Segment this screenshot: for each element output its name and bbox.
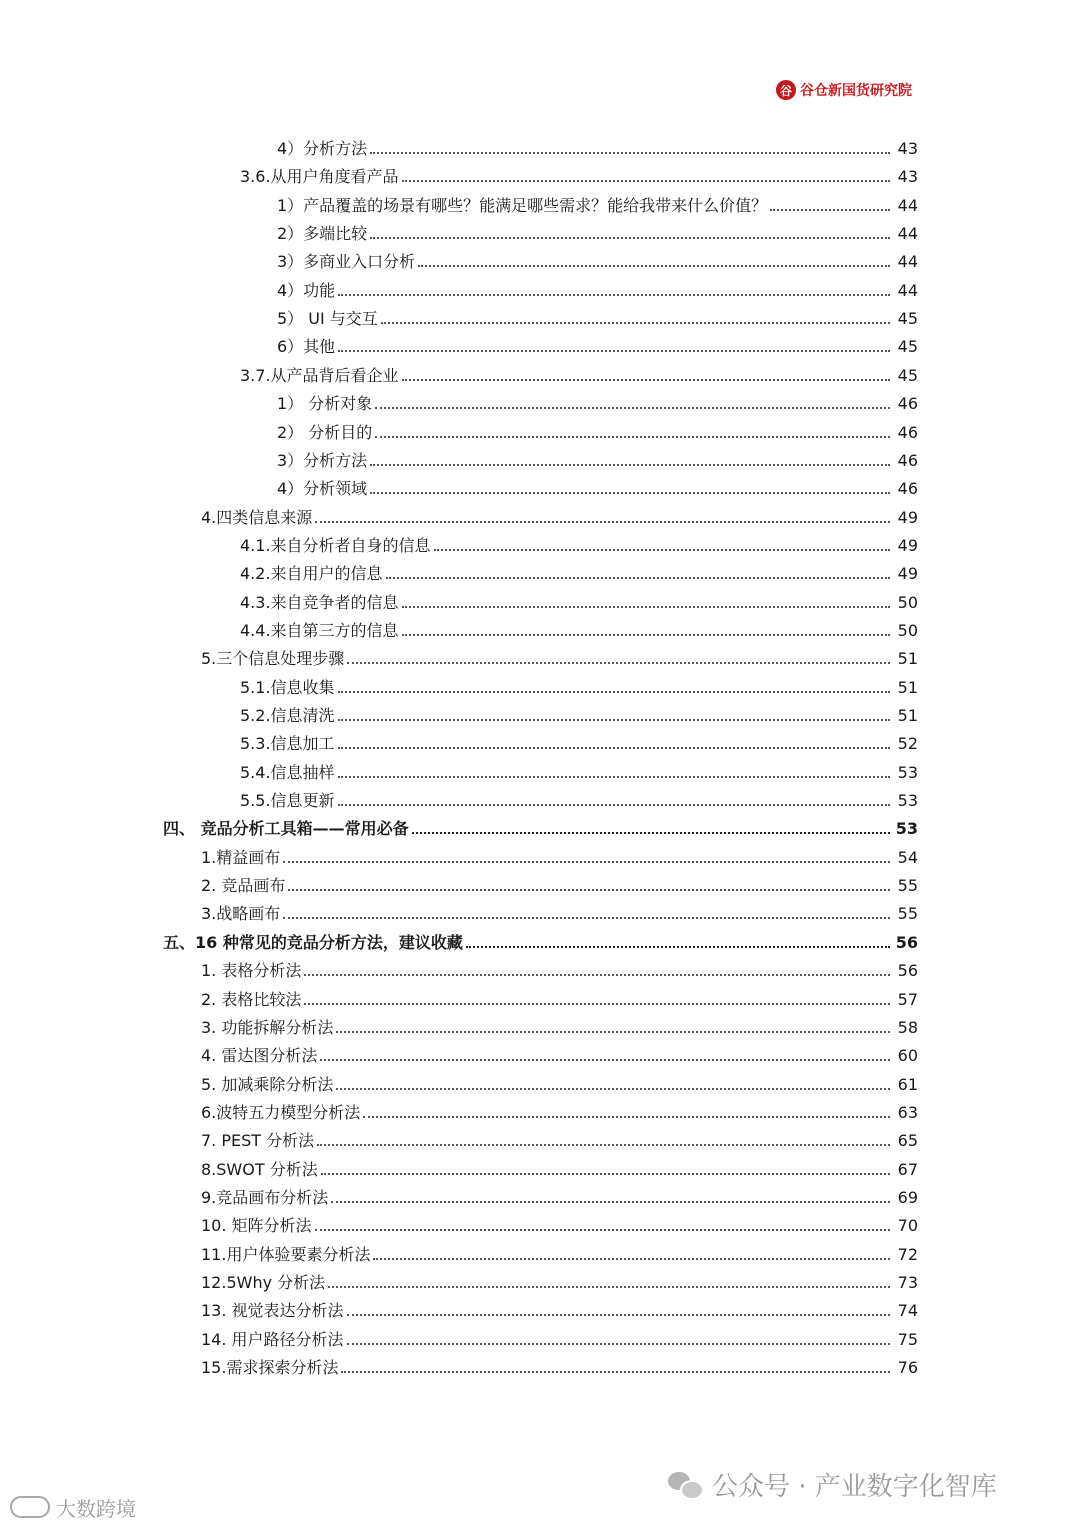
toc-dot-leader: [304, 1003, 890, 1005]
left-watermark-text: 大数跨境: [56, 1496, 136, 1521]
toc-entry[interactable]: [0, 358, 1080, 386]
toc-entry-title: 5.2.信息清洗: [240, 706, 335, 725]
header-logo: [776, 78, 912, 102]
toc-entry-page: 54: [897, 847, 918, 867]
toc-entry[interactable]: [0, 471, 1080, 499]
toc-entry-page: 55: [897, 904, 918, 924]
toc-dot-leader: [315, 1229, 890, 1231]
toc-entry-title: 2）多端比较: [277, 224, 368, 244]
toc-entry-page: 58: [897, 1017, 918, 1037]
toc-entry-page: 76: [897, 1358, 918, 1378]
toc-entry[interactable]: [0, 670, 1080, 698]
toc-entry-page: 44: [897, 252, 918, 272]
toc-entry-title: 3.战略画布: [201, 904, 281, 924]
toc-entry-page: 51: [897, 677, 918, 697]
toc-entry-page: 60: [897, 1046, 918, 1066]
toc-entry-title: 3.6.从用户角度看产品: [240, 167, 399, 187]
toc-entry-title: 5. 加减乘除分析法: [201, 1074, 334, 1094]
toc-entry-title: 5.3.信息加工: [240, 734, 335, 754]
toc-dot-leader: [338, 350, 890, 352]
toc-dot-leader: [434, 549, 890, 551]
toc-entry[interactable]: [0, 585, 1080, 613]
toc-entry[interactable]: [0, 159, 1080, 187]
toc-entry[interactable]: [0, 528, 1080, 556]
toc-entry-page: 45: [897, 309, 918, 329]
toc-entry-page: 46: [897, 450, 918, 470]
toc-entry[interactable]: [0, 1123, 1080, 1151]
toc-entry-title: 2） 分析目的: [277, 422, 373, 442]
toc-entry-page: 46: [897, 394, 918, 414]
toc-dot-leader: [283, 861, 890, 863]
toc-entry-page: 43: [897, 139, 918, 158]
toc-dot-leader: [331, 1201, 890, 1203]
toc-dot-leader: [370, 464, 890, 466]
toc-entry-title: 五、16 种常见的竞品分析方法，建议收藏: [163, 932, 463, 952]
toc-dot-leader: [412, 832, 890, 834]
toc-dot-leader: [770, 209, 890, 211]
toc-entry-title: 6）其他: [277, 337, 336, 357]
toc-entry-title: 4.2.来自用户的信息: [240, 564, 383, 584]
toc-entry[interactable]: [0, 500, 1080, 528]
toc-entry-page: 75: [897, 1329, 918, 1349]
logo-text: 谷仓新国货研究院: [800, 83, 912, 99]
toc-entry[interactable]: [0, 613, 1080, 641]
toc-entry-page: 53: [895, 819, 918, 839]
toc-entry[interactable]: [0, 1208, 1080, 1236]
toc-entry[interactable]: [0, 1038, 1080, 1066]
toc-entry-page: 65: [897, 1131, 918, 1151]
toc-dot-leader: [328, 1286, 890, 1288]
toc-entry[interactable]: [0, 1322, 1080, 1350]
toc-entry[interactable]: [0, 755, 1080, 783]
toc-entry[interactable]: [0, 840, 1080, 868]
toc-entry-title: 4.四类信息来源: [201, 507, 313, 527]
toc-entry-title: 6.波特五力模型分析法: [201, 1102, 361, 1122]
toc-entry-page: 44: [897, 280, 918, 300]
toc-entry-page: 56: [897, 961, 918, 981]
toc-dot-leader: [402, 379, 890, 381]
toc-entry[interactable]: [0, 698, 1080, 726]
toc-entry-title: 3）多商业入口分析: [277, 252, 416, 272]
toc-entry-page: 56: [895, 932, 918, 952]
toc-entry[interactable]: [0, 1152, 1080, 1180]
toc-entry-page: 45: [897, 337, 918, 357]
wechat-icon: [668, 1470, 702, 1498]
toc-entry-title: 4）分析领域: [277, 479, 368, 499]
watermark-logo-icon: [10, 1496, 50, 1518]
toc-entry-page: 44: [897, 224, 918, 244]
toc-entry[interactable]: [0, 811, 1080, 839]
toc-dot-leader: [338, 776, 890, 778]
toc-dot-leader: [338, 804, 890, 806]
toc-entry[interactable]: [0, 1293, 1080, 1321]
toc-entry[interactable]: [0, 244, 1080, 272]
toc-entry-page: 55: [897, 876, 918, 896]
toc-dot-leader: [402, 634, 890, 636]
toc-entry-page: 45: [897, 365, 918, 385]
toc-entry[interactable]: [0, 443, 1080, 471]
toc-dot-leader: [370, 492, 890, 494]
toc-entry[interactable]: [0, 415, 1080, 443]
toc-entry-title: 15.需求探索分析法: [201, 1358, 339, 1378]
left-watermark: [10, 1490, 136, 1524]
toc-dot-leader: [370, 152, 890, 154]
toc-entry[interactable]: [0, 556, 1080, 584]
toc-entry[interactable]: [0, 982, 1080, 1010]
toc-entry-title: 10. 矩阵分析法: [201, 1216, 312, 1236]
toc-entry-title: 5.5.信息更新: [240, 791, 335, 811]
toc-entry-page: 52: [897, 734, 918, 754]
toc-entry[interactable]: [0, 726, 1080, 754]
toc-entry-title: 4.4.来自第三方的信息: [240, 620, 399, 640]
toc-entry-title: 14. 用户路径分析法: [201, 1329, 344, 1349]
toc-entry[interactable]: [0, 783, 1080, 811]
toc-entry[interactable]: [0, 329, 1080, 357]
toc-entry[interactable]: [0, 1265, 1080, 1293]
toc-dot-leader: [321, 1173, 890, 1175]
toc-dot-leader: [347, 662, 890, 664]
toc-entry-title: 4. 雷达图分析法: [201, 1046, 318, 1066]
toc-entry-page: 69: [897, 1187, 918, 1207]
toc-dot-leader: [320, 1059, 890, 1061]
toc-entry[interactable]: [0, 953, 1080, 981]
toc-entry[interactable]: [0, 1350, 1080, 1378]
toc-dot-leader: [315, 521, 890, 523]
toc-entry-page: 50: [897, 620, 918, 640]
toc-dot-leader: [375, 407, 890, 409]
toc-dot-leader: [341, 1371, 890, 1373]
toc-entry-title: 3.7.从产品背后看企业: [240, 365, 399, 385]
toc-dot-leader: [363, 1116, 890, 1118]
toc-entry-title: 4）分析方法: [277, 139, 368, 158]
toc-dot-leader: [317, 1144, 890, 1146]
toc-entry-title: 2. 表格比较法: [201, 989, 302, 1009]
toc-entry[interactable]: [0, 1010, 1080, 1038]
toc-dot-leader: [338, 294, 890, 296]
toc-entry-title: 1） 分析对象: [277, 394, 373, 414]
toc-entry[interactable]: [0, 1180, 1080, 1208]
toc-entry-page: 49: [897, 564, 918, 584]
toc-entry-title: 7. PEST 分析法: [201, 1131, 315, 1151]
toc-entry-title: 8.SWOT 分析法: [201, 1159, 318, 1179]
toc-entry-page: 46: [897, 479, 918, 499]
toc-dot-leader: [304, 974, 890, 976]
toc-entry[interactable]: [0, 386, 1080, 414]
toc-entry-title: 2. 竞品画布: [201, 876, 286, 896]
toc-dot-leader: [375, 436, 890, 438]
toc-entry-page: 57: [897, 989, 918, 1009]
toc-entry-page: 44: [897, 195, 918, 215]
toc-entry-title: 四、 竞品分析工具箱——常用必备: [163, 819, 409, 839]
toc-dot-leader: [418, 265, 890, 267]
toc-entry[interactable]: [0, 301, 1080, 329]
toc-entry-title: 1.精益画布: [201, 847, 281, 867]
toc-entry-title: 4）功能: [277, 280, 336, 300]
toc-entry[interactable]: [0, 641, 1080, 669]
toc-dot-leader: [336, 1031, 890, 1033]
wechat-account-text: 公众号 · 产业数字化智库: [712, 1471, 997, 1502]
toc-dot-leader: [336, 1088, 890, 1090]
toc-entry-page: 70: [897, 1216, 918, 1236]
toc-entry-title: 1）产品覆盖的场景有哪些？能满足哪些需求？能给我带来什么价值？: [277, 195, 768, 215]
toc-entry[interactable]: [0, 131, 1080, 159]
toc-entry-page: 49: [897, 507, 918, 527]
toc-entry-title: 13. 视觉表达分析法: [201, 1301, 344, 1321]
toc-entry-title: 3. 功能拆解分析法: [201, 1017, 334, 1037]
toc-entry-page: 50: [897, 592, 918, 612]
toc-dot-leader: [466, 946, 890, 948]
toc-entry-title: 4.3.来自竞争者的信息: [240, 592, 399, 612]
toc-dot-leader: [288, 889, 890, 891]
logo-mark-icon: 谷: [776, 80, 796, 100]
toc-entry-title: 11.用户体验要素分析法: [201, 1244, 371, 1264]
toc-entry-page: 51: [897, 706, 918, 725]
wechat-watermark: [668, 1466, 997, 1502]
toc-dot-leader: [402, 606, 890, 608]
toc-dot-leader: [386, 577, 890, 579]
toc-entry-page: 67: [897, 1159, 918, 1179]
toc-entry[interactable]: [0, 1095, 1080, 1123]
toc-entry-title: 3）分析方法: [277, 450, 368, 470]
toc-entry-title: 5.三个信息处理步骤: [201, 649, 345, 669]
toc-entry-title: 5.1.信息收集: [240, 677, 335, 697]
toc-dot-leader: [283, 917, 890, 919]
toc-entry-page: 74: [897, 1301, 918, 1321]
toc-entry[interactable]: [0, 273, 1080, 301]
toc-entry-page: 43: [897, 167, 918, 187]
toc-entry-page: 49: [897, 535, 918, 555]
toc-entry[interactable]: [0, 868, 1080, 896]
toc-entry-page: 61: [897, 1074, 918, 1094]
toc-entry-page: 53: [897, 762, 918, 782]
toc-dot-leader: [381, 322, 890, 324]
toc-dot-leader: [347, 1343, 890, 1345]
toc-entry-page: 53: [897, 791, 918, 811]
toc-entry-page: 63: [897, 1102, 918, 1122]
toc-entry-title: 5） UI 与交互: [277, 309, 378, 329]
toc-entry-page: 72: [897, 1244, 918, 1264]
toc-entry-title: 5.4.信息抽样: [240, 762, 335, 782]
toc-entry[interactable]: [0, 188, 1080, 216]
toc-entry-page: 46: [897, 422, 918, 442]
toc-dot-leader: [370, 237, 890, 239]
toc-entry[interactable]: [0, 1067, 1080, 1095]
toc-entry-title: 1. 表格分析法: [201, 961, 302, 981]
toc-entry-title: 4.1.来自分析者自身的信息: [240, 535, 431, 555]
toc-entry[interactable]: [0, 896, 1080, 924]
toc-dot-leader: [402, 180, 890, 182]
toc-entry-title: 12.5Why 分析法: [201, 1273, 326, 1292]
toc-entry-title: 9.竞品画布分析法: [201, 1187, 329, 1207]
toc-dot-leader: [338, 719, 890, 721]
toc-entry[interactable]: [0, 925, 1080, 953]
toc-dot-leader: [373, 1258, 890, 1260]
toc-dot-leader: [347, 1314, 890, 1316]
toc-dot-leader: [338, 747, 890, 749]
toc-entry-page: 51: [897, 649, 918, 669]
toc-dot-leader: [338, 691, 890, 693]
toc-entry[interactable]: [0, 216, 1080, 244]
toc-entry-page: 73: [897, 1273, 918, 1292]
toc-entry[interactable]: [0, 1237, 1080, 1265]
